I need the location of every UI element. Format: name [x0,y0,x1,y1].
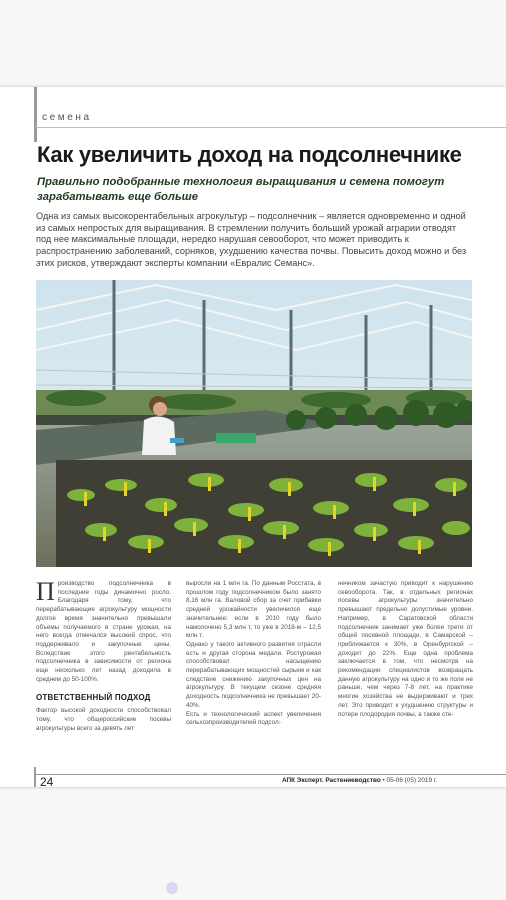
drop-cap: П [36,577,55,606]
issue-suffix: ) 2019 г. [413,777,438,784]
section-label: семена [42,112,92,123]
article-column-2 [186,580,321,728]
column-text: Есть и технологический аспект увеличения сельхозпроизводителей подсол- [186,710,321,727]
section-marker [34,87,37,142]
footer-divider [36,774,506,775]
section-divider [36,127,506,128]
article-column-3 [338,580,473,719]
magazine-page [0,87,506,787]
footer-marker [34,767,36,787]
footer-magazine-info [282,777,437,784]
page-number: 24 [40,775,54,789]
column-text: Однако у такого активного развития отрасли есть и другая сторона медали. Ростурожая способствовал насыщению перерабатывающих мощностей сырьем и как следствие снижению закупочных цен на агрокультуру. В текущем сезоне средняя доходность подсолнечника не превышает 20-40%. [186,640,321,709]
greenhouse-photo [36,280,472,567]
column-text: роизводство подсолнечника в последние годы динамично росло. Благодаря тому, что перерабатывающие агрокультуру мощности долгое время значительно превышали объемы получаемого в стране урожая, на него всегда отмечался высокий спрос, что поддерживало и закупочные цены. Вследствие этого рентабельность подсолнечника в зависимости от региона еще несколько лет назад доходила в среднем до 50-100%. [36,580,171,683]
column-text: Фактор высокой доходности способствовал тому, что общероссийские посевы агрокультуры всего за девять лет [36,707,171,732]
issue-number: 05 [406,777,414,784]
magazine-name: АПК Эксперт. Растениеводство [282,777,381,784]
column-text: выросли на 1 млн га. По данным Росстата, в прошлом году подсолнечником было занято 8,16 млн га. Валовой сбор за счет прибавки средней урожайности увеличился еще значительнее: если в 2010 году было намолочено 5,3 млн т, то уже в 2018-м – 12,5 млн т. [186,580,321,640]
article-lead: Одна из самых высокорентабельных агрокультур – подсолнечник – является одновременно и одной из самых непростых для выращивания. В стремлении получить больший урожай аграрии отводят под нее максимальные площади, нередко нарушая севооборот, что может приводить к распространению заболеваний, сорняков, ухудшению качества почвы. Повысить доход можно и без этих рисков, утверждают эксперты компании «Евралис Семанс». [36,211,467,268]
column-text: нечником зачастую приводит к нарушению севооборота. Так, в отдельных регионах посевы агрокультуры значительно превышают предельно допустимые уровни. Например, в Саратовской области подсолнечник занимает уже более трети от общей посевной площади, в Самарской – приближается к 30%, в Оренбургской – доходит до 22%. Еще одна проблема заключается в том, что несмотря на рекомендации специалистов возвращать данную агрокультуру на одно и то же поле не раньше, чем через 7-8 лет, на практике многие хозяйства не выдерживают и трех лет. Это приводит к ухудшению структуры и потере плодородия почвы, а также сте- [338,580,473,718]
column-subheading: ОТВЕТСТВЕННЫЙ ПОДХОД [36,693,151,703]
article-column-1 [36,577,171,733]
article-title: Как увеличить доход на подсолнечнике [37,142,462,167]
issue-prefix: • 05-06 ( [382,777,407,784]
article-subtitle: Правильно подобранные технология выращивания и семена помогут зарабатывать еще больше [37,176,445,203]
page-indicator-dot[interactable] [166,882,178,894]
